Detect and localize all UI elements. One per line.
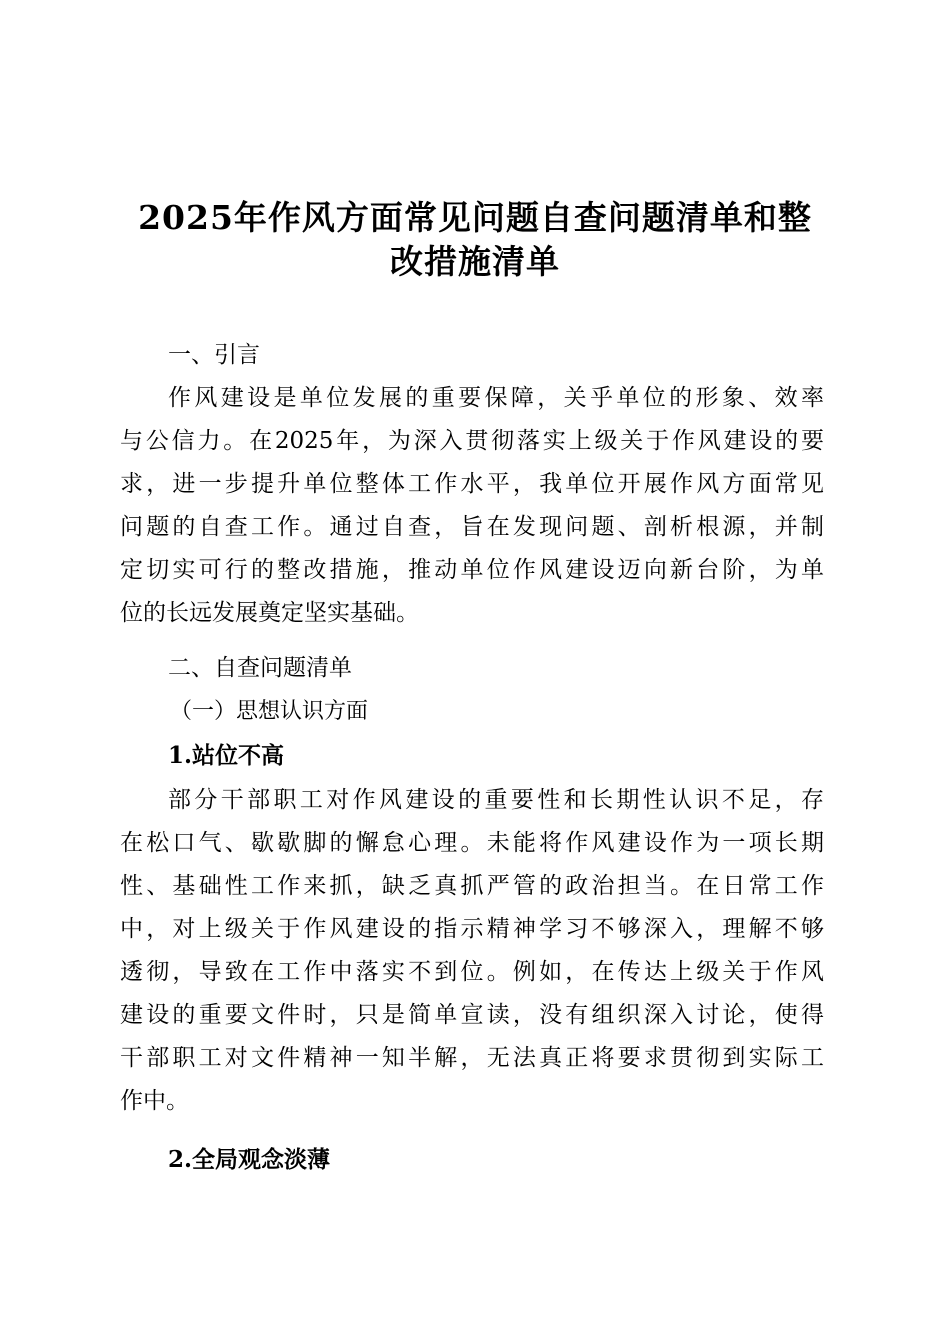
paragraph-line: 建设的重要文件时，只是简单宣读，没有组织深入讨论，使得 [120,1002,824,1028]
paragraph-line: 作风建设是单位发展的重要保障，关乎单位的形象、效率 [168,385,824,411]
paragraph-line: 透彻，导致在工作中落实不到位。例如，在传达上级关于作风 [120,959,824,985]
paragraph-line: 定切实可行的整改措施，推动单位作风建设迈向新台阶，为单 [120,557,824,583]
paragraph-line: 与公信力。在2025年，为深入贯彻落实上级关于作风建设的要 [120,428,824,454]
title-line-1: 2025年作风方面常见问题自查问题清单和整 [138,198,812,237]
paragraph-line: 位的长远发展奠定坚实基础。 [120,600,419,626]
section-heading-checklist: 二、自查问题清单 [168,655,352,681]
paragraph-line: 作中。 [120,1088,189,1114]
paragraph-line: 干部职工对文件精神一知半解，无法真正将要求贯彻到实际工 [120,1045,824,1071]
subsection-heading: （一）思想认识方面 [170,699,369,724]
paragraph-line: 求，进一步提升单位整体工作水平，我单位开展作风方面常见 [120,471,824,497]
paragraph-line: 在松口气、歇歇脚的懈怠心理。未能将作风建设作为一项长期 [120,830,824,856]
paragraph-line: 中，对上级关于作风建设的指示精神学习不够深入，理解不够 [120,916,824,942]
item-title-1: 1.站位不高 [168,742,285,769]
item-title-2: 2.全局观念淡薄 [168,1146,331,1173]
paragraph-line: 性、基础性工作来抓，缺乏真抓严管的政治担当。在日常工作 [120,873,824,899]
paragraph-line: 部分干部职工对作风建设的重要性和长期性认识不足，存 [168,787,824,813]
title-line-2: 改措施清单 [390,242,560,281]
paragraph-line: 问题的自查工作。通过自查，旨在发现问题、剖析根源，并制 [120,514,824,540]
document-title [120,196,830,284]
section-heading-intro: 一、引言 [168,342,260,368]
